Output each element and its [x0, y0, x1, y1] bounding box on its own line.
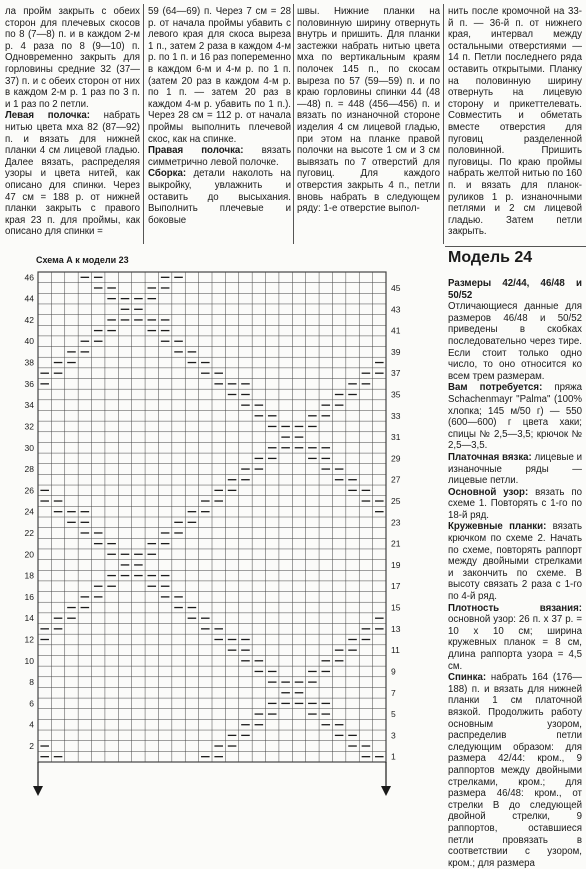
row-label-right: 15 [391, 602, 401, 613]
row-label-left: 38 [24, 357, 34, 368]
paragraph-heading: Вам потребуется: [448, 382, 543, 394]
paragraph-text: нить после кромочной на 33-й п. — 36-й п. от нижнего края, интервал между остальными отверстиями — 14 п. Петли последнего ряда оставить открытыми. Планку на половинную ширину отвернуть на лицевую сторону и прикеттелевать. Совместить и обметать вместе отверстия для пуговиц разделенной половинной. Пришить пуговицы. По краю проймы набрать желтой нитью по 160 п. и вязать для планок-руликов 1 р. изнаночными петлями и 2 см лицевой гладью. Затем петли закрыть. [448, 6, 582, 238]
repeat-arrow-right-icon [381, 786, 391, 796]
paragraph-heading: Кружевные планки: [448, 521, 547, 533]
row-label-right: 7 [391, 687, 396, 698]
paragraph-text: вязать симметрично левой полочке. [148, 145, 291, 168]
row-label-right: 45 [391, 282, 401, 293]
row-label-left: 14 [24, 613, 34, 624]
row-label-right: 5 [391, 709, 396, 720]
row-label-right: 27 [391, 474, 401, 485]
row-label-left: 22 [24, 527, 34, 538]
row-label-left: 46 [24, 272, 34, 283]
paragraph-text: ла пройм закрыть с обеих сторон для плечевых скосов по 8 (7—8) п. и в каждом 2-м р. 4 раза по 8 (9—10) п. Одновременно закрыть для горловины средние 32 (37—37) п. и с обеих сторон от них в каждом 2-м р. 1 раз по 3 п. и 1 раз по 2 петли. [5, 6, 140, 110]
paragraph-heading: Размеры 42/44, 46/48 и 50/52 [448, 278, 582, 301]
row-label-right: 43 [391, 304, 401, 315]
row-label-right: 23 [391, 517, 401, 528]
row-label-left: 16 [24, 591, 34, 602]
row-label-right: 1 [391, 751, 396, 762]
row-label-right: 29 [391, 453, 401, 464]
row-label-left: 24 [24, 506, 34, 517]
row-label-right: 35 [391, 389, 401, 400]
row-label-left: 2 [29, 741, 34, 752]
paragraph-text: основной узор: 26 п. х 37 р. = 10 х 10 см; ширина кружевных планок = 8 см, длина раппорта узора = 4,5 см. [448, 614, 582, 672]
row-label-right: 21 [391, 538, 401, 549]
row-label-left: 40 [24, 336, 34, 347]
row-label-left: 8 [29, 677, 34, 688]
paragraph-heading: Спинка: [448, 672, 487, 684]
row-label-right: 17 [391, 581, 401, 592]
paragraph-text: набрать 164 (176—188) п. и вязать для нижней планки 1 см платочной вязкой. Продолжить работу основным узором, распределив петли следующим образом: для размера 42/44: кром., 9 раппортов между двойными стрелками, кром.; для размера 46/48: кром., от стрелки В до следующей двойной стрелки, 9 раппортов, оставшиеся петли провязать в соответствии с узором, кром.; для размера [448, 672, 582, 869]
paragraph-heading: Сборка: [148, 168, 187, 180]
row-label-left: 42 [24, 314, 34, 325]
row-label-right: 19 [391, 559, 401, 570]
row-label-right: 41 [391, 325, 401, 336]
row-label-left: 36 [24, 378, 34, 389]
row-label-right: 31 [391, 432, 401, 443]
paragraph-heading: Платочная вязка: [448, 451, 532, 463]
paragraph-heading: Плотность вязания: [448, 602, 582, 614]
row-label-left: 6 [29, 698, 34, 709]
row-label-left: 30 [24, 442, 34, 453]
row-label-right: 13 [391, 623, 401, 634]
paragraph-text: пряжа Schachenmayr "Palma" (100% хлопка; 145 м/50 г) — 550 (600—600) г цвета хаки; спицы № 2,5—3,5; крючок № 2,5—3,5. [448, 382, 582, 452]
paragraph-heading: Правая полочка: [148, 145, 244, 157]
row-label-left: 20 [24, 549, 34, 560]
paragraph-text: лицевые и изнаночные ряды — лицевые петли. [448, 451, 582, 487]
paragraph-text: детали наколоть на выкройку, увлажнить и оставить до высыхания. Выполнить плечевые и боковые [148, 168, 291, 226]
paragraph-text: 59 (64—69) п. Через 7 см = 28 р. от начала проймы убавить с левого края для скоса выреза 1 п., затем 2 раза в каждом 4-м р. по 1 п. и 16 раз попеременно в каждом 6-м и 4-м р. по 1 п. (затем 20 раз в каждом 4-м р. по 1 п. — затем 20 раз в каждом 4-м р. убавить по 1 п.). Через 28 см = 112 р. от начала проймы выполнить плечевой скос, как на спинке. [148, 6, 291, 145]
paragraph-text: Отличающиеся данные для размеров 46/48 и 50/52 приведены в скобках последовательно через тире. Если стоит только одно число, то оно относится ко всем трем размерам. [448, 301, 582, 382]
row-label-right: 33 [391, 410, 401, 421]
row-label-right: 39 [391, 346, 401, 357]
row-label-right: 11 [391, 645, 400, 656]
row-label-left: 44 [24, 293, 34, 304]
paragraph-text: швы. Нижние планки на половинную ширину отвернуть внутрь и пришить. Для планки застежки набрать нитью цвета мха по вертикальным краям полочек 145 п., по скосам выреза по 57 (59—59) п. и по краю горловины спинки 44 (48—48) п. = 448 (456—456) п. и вязать по изнаночной стороне изделия 4 см лицевой гладью, при этом на планке правой полочки на высоте 1 см и 3 см вывязать по 7 отверстий для пуговиц. Для каждого отверстия закрыть 4 п., петли вновь набрать в следующем ряду: 1-е отверстие выпол- [297, 6, 440, 215]
row-label-left: 26 [24, 485, 34, 496]
row-label-right: 25 [391, 496, 401, 507]
row-label-right: 37 [391, 368, 401, 379]
paragraph-text: набрать нитью цвета мха 82 (87—92) п. и вязать для нижней планки 4 см лицевой гладью. Далее вязать, распределяя узоры и цвета нитей, как описано для спинки. Через 47 см = 188 р. от нижней планки закрыть с правого края 23 п. для проймы, как описано для спинки = [5, 110, 140, 238]
row-label-right: 3 [391, 730, 396, 741]
paragraph-text: вязать по схеме 1. Повторять с 1-го по 18-й ряд. [448, 486, 582, 521]
model-title: Модель 24 [448, 249, 533, 266]
row-label-right: 9 [391, 666, 396, 677]
row-label-left: 4 [29, 719, 34, 730]
paragraph-text: вязать крючком по схеме 2. Начать по схеме, повторять раппорт между двойными стрелками и закончить по схеме. В высоту связать 2 раза с 1-го по 4-й ряд. [448, 521, 582, 603]
paragraph-heading: Основной узор: [448, 486, 529, 498]
repeat-arrow-left-icon [33, 786, 43, 796]
row-label-left: 28 [24, 464, 34, 475]
paragraph-heading: Левая полочка: [5, 110, 91, 122]
row-label-left: 12 [24, 634, 34, 645]
row-label-left: 10 [24, 655, 34, 666]
row-label-left: 32 [24, 421, 34, 432]
row-label-left: 18 [24, 570, 34, 581]
row-label-left: 34 [24, 400, 34, 411]
scheme-title: Схема А к модели 23 [36, 255, 129, 265]
